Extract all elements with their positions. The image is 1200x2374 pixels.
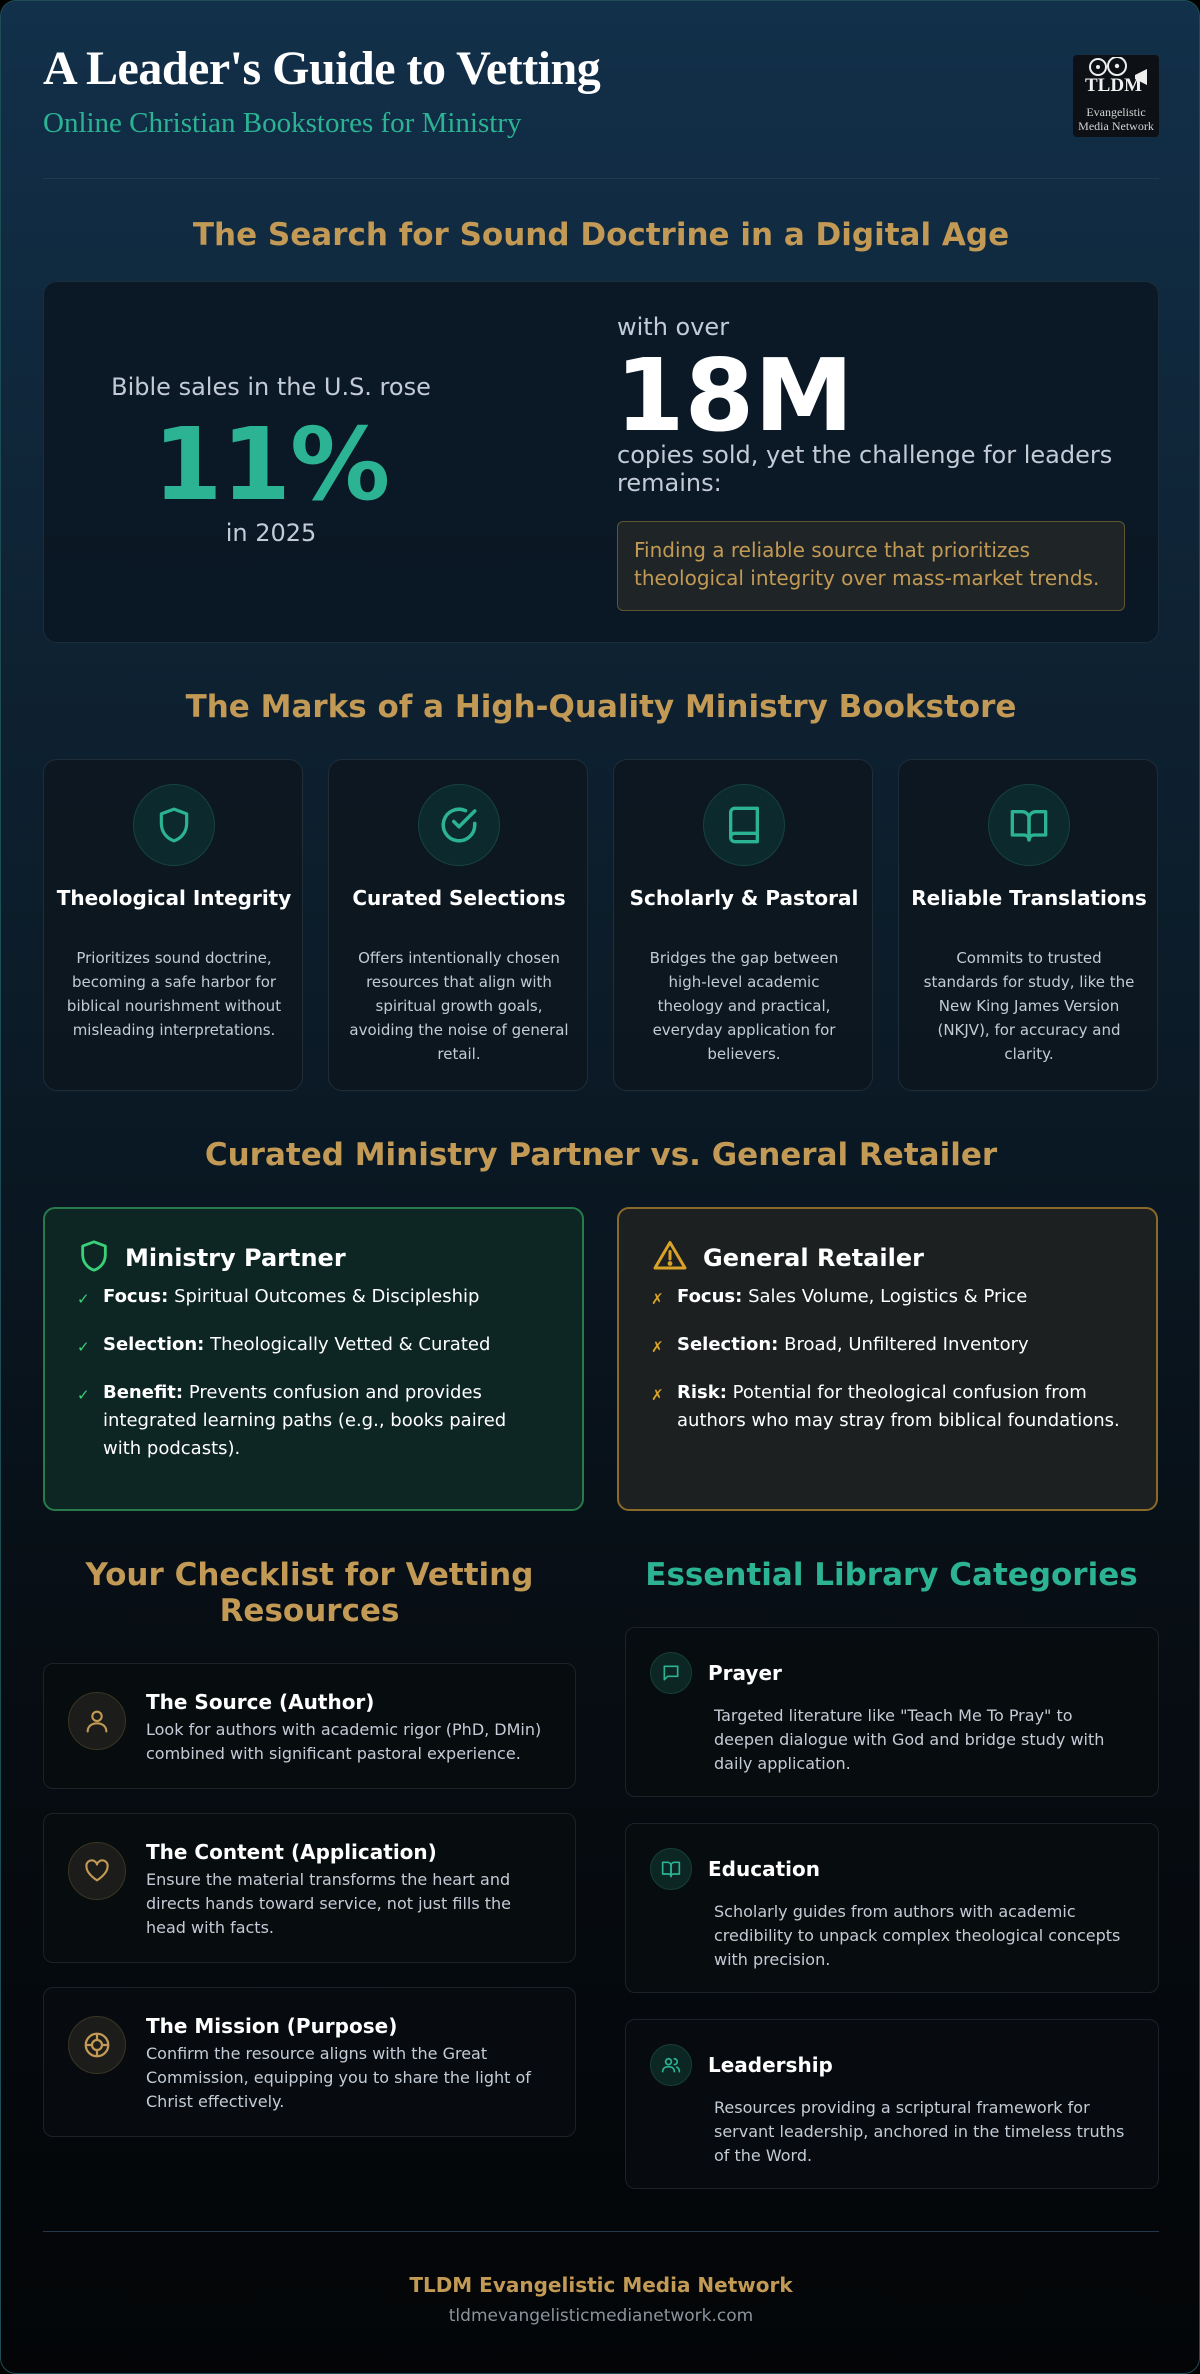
ministry-partner-card <box>43 1207 584 1511</box>
partner-item: ✓ Benefit: Prevents confusion and provides integrated learning paths (e.g., books paired with podcasts). <box>77 1382 507 1459</box>
target-icon <box>68 2016 126 2074</box>
retailer-item: ✗ Risk: Potential for theological confusion from authors who may stray from biblical foundations. <box>651 1382 1120 1431</box>
section-title-search: The Search for Sound Doctrine in a Digital Age <box>192 217 1010 253</box>
x-mark-icon: ✗ <box>651 1290 664 1308</box>
person-icon <box>68 1692 126 1750</box>
footer-org: TLDM Evangelistic Media Network <box>409 2273 793 2297</box>
x-mark-icon: ✗ <box>651 1338 664 1356</box>
people-icon <box>650 2044 692 2086</box>
checklist-item-desc: Confirm the resource aligns with the Great Commission, equipping you to share the light of Christ effectively. <box>146 2044 531 2111</box>
stat-right-outro: copies sold, yet the challenge for leaders remains: <box>617 441 1113 497</box>
chat-icon <box>650 1652 692 1694</box>
heart-icon <box>68 1842 126 1900</box>
retailer-item: ✗ Selection: Broad, Unfiltered Inventory <box>651 1331 1122 1359</box>
feature-desc: Commits to trusted standards for study, like the New King James Version (NKJV), for accuracy and clarity. <box>923 949 1135 1063</box>
feature-card-scholarly-pastoral <box>613 759 873 1091</box>
category-desc: Scholarly guides from authors with academic credibility to unpack complex theological concepts with precision. <box>714 1902 1121 1969</box>
general-retailer-card <box>617 1207 1158 1511</box>
logo-line-2: Media Network <box>1078 119 1154 133</box>
stat-left-outro: in 2025 <box>225 519 317 547</box>
feature-desc: Prioritizes sound doctrine, becoming a safe harbor for biblical nourishment without misleading interpretations. <box>66 949 282 1039</box>
checklist-item-content <box>43 1813 576 1963</box>
section-title-compare: Curated Ministry Partner vs. General Retailer <box>204 1137 998 1173</box>
open-book-icon <box>650 1848 692 1890</box>
category-title: Prayer <box>708 1661 782 1685</box>
check-icon: ✓ <box>77 1290 90 1308</box>
category-desc: Targeted literature like "Teach Me To Pray" to deepen dialogue with God and bridge study with daily application. <box>714 1706 1105 1773</box>
checklist-item-mission <box>43 1987 576 2137</box>
logo-wordmark: TLDM <box>1085 75 1142 96</box>
checklist-item-title: The Source (Author) <box>146 1690 375 1714</box>
book-icon <box>703 784 785 866</box>
logo-line-1: Evangelistic <box>1086 105 1146 119</box>
feature-card-theological-integrity <box>43 759 303 1091</box>
x-mark-icon: ✗ <box>651 1386 664 1404</box>
open-book-icon <box>988 784 1070 866</box>
category-leadership <box>625 2019 1159 2189</box>
feature-title: Scholarly & Pastoral <box>629 886 859 910</box>
page-title: A Leader's Guide to Vetting <box>43 42 601 95</box>
checklist-item-source <box>43 1663 576 1789</box>
shield-icon <box>77 1238 111 1278</box>
category-prayer <box>625 1627 1159 1797</box>
tldm-logo <box>1073 55 1159 137</box>
feature-title: Theological Integrity <box>56 886 292 910</box>
footer-divider <box>43 2231 1159 2232</box>
check-icon: ✓ <box>77 1386 90 1404</box>
check-icon: ✓ <box>77 1338 90 1356</box>
stat-left-value: 11% <box>152 406 390 523</box>
feature-title: Curated Selections <box>352 886 566 910</box>
stat-right-value: 18M <box>615 337 854 454</box>
categories-title: Essential Library Categories <box>645 1557 1138 1593</box>
feature-title: Reliable Translations <box>911 886 1147 910</box>
stat-left-intro: Bible sales in the U.S. rose <box>111 373 431 401</box>
retailer-item: ✗ Focus: Sales Volume, Logistics & Price <box>651 1283 1122 1311</box>
footer-url[interactable]: tldmevangelisticmedianetwork.com <box>448 2306 754 2326</box>
shield-icon <box>133 784 215 866</box>
feature-desc: Bridges the gap between high-level academic theology and practical, everyday application for believers. <box>649 949 839 1063</box>
category-desc: Resources providing a scriptural framework for servant leadership, anchored in the timeless truths of the Word. <box>714 2098 1125 2165</box>
partner-item: ✓ Focus: Spiritual Outcomes & Discipleship <box>77 1283 548 1311</box>
checklist-item-desc: Ensure the material transforms the heart and directs hands toward service, not just fills the head with facts. <box>146 1870 512 1937</box>
checklist-item-title: The Mission (Purpose) <box>146 2014 398 2038</box>
retailer-title: General Retailer <box>703 1244 924 1272</box>
category-education <box>625 1823 1159 1993</box>
check-circle-icon <box>418 784 500 866</box>
category-title: Leadership <box>708 2053 833 2077</box>
feature-card-curated-selections <box>328 759 588 1091</box>
checklist-title: Your Checklist for Vetting Resources <box>85 1557 534 1629</box>
feature-desc: Offers intentionally chosen resources that align with spiritual growth goals, avoiding the noise of general retail. <box>349 949 569 1063</box>
callout-box: Finding a reliable source that prioritizes theological integrity over mass-market trends. <box>617 521 1125 611</box>
header-divider <box>43 178 1159 179</box>
partner-item: ✓ Selection: Theologically Vetted & Curated <box>77 1331 548 1359</box>
partner-title: Ministry Partner <box>125 1244 346 1272</box>
feature-card-reliable-translations <box>898 759 1158 1091</box>
checklist-item-title: The Content (Application) <box>146 1840 437 1864</box>
stat-right-intro: with over <box>617 313 730 341</box>
warning-icon <box>651 1238 689 1278</box>
checklist-item-desc: Look for authors with academic rigor (PhD, DMin) combined with significant pastoral experience. <box>146 1720 542 1763</box>
page-subtitle: Online Christian Bookstores for Ministry <box>43 107 522 139</box>
category-title: Education <box>708 1857 820 1881</box>
section-title-marks: The Marks of a High-Quality Ministry Bookstore <box>185 689 1017 725</box>
